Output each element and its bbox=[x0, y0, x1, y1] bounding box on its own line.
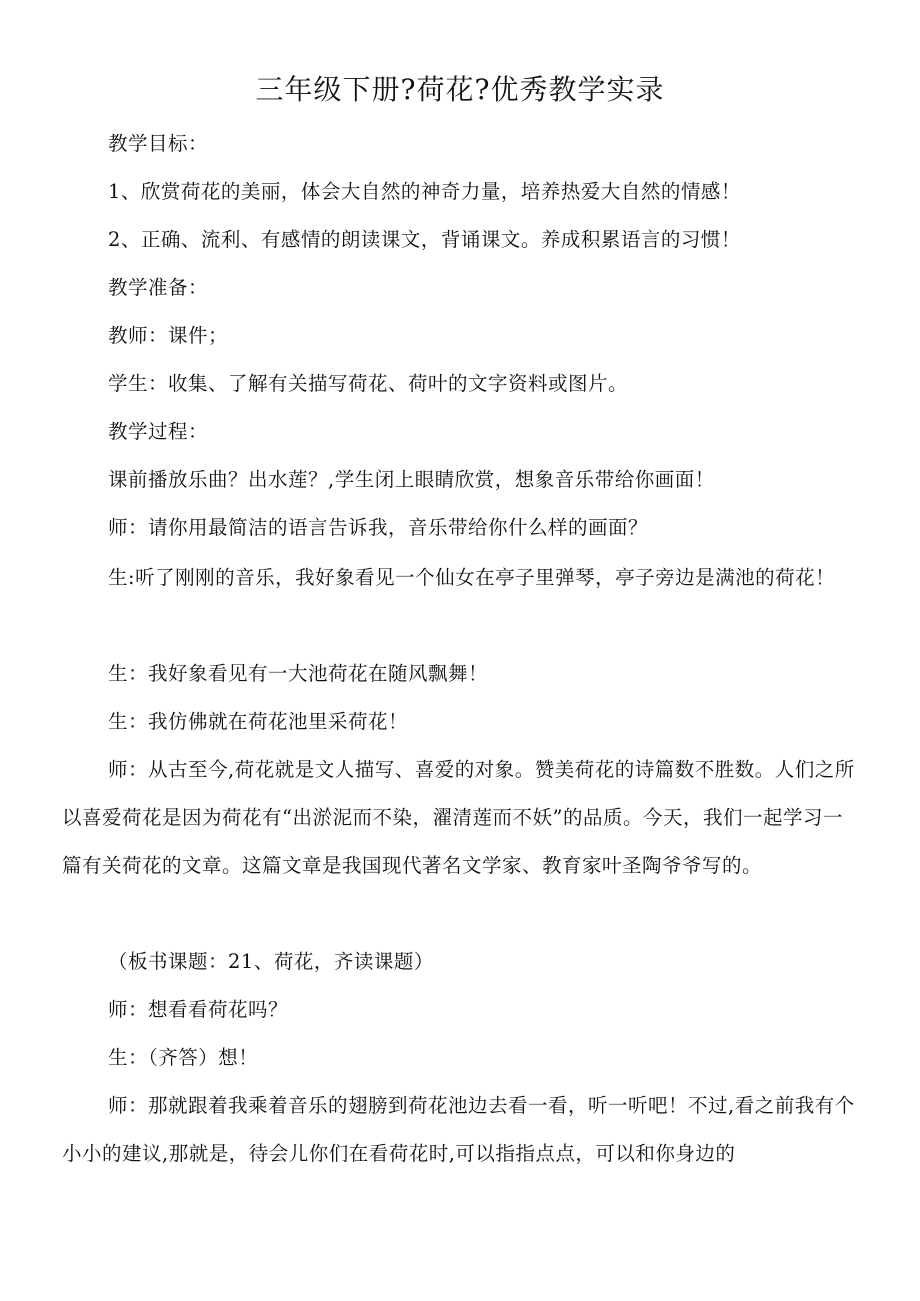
paragraph-goal-2: 2、正确、流利、有感情的朗读课文，背诵课文。养成积累语言的习惯！ bbox=[108, 228, 741, 251]
paragraph-teacher-lotus-intro: 师：从古至今,荷花就是文人描写、喜爱的对象。赞美荷花的诗篇数不胜数。人们之所以喜爱荷花是因为荷花有“出淤泥而不染，濯清莲而不妖”的品质。今天，我们一起学习一篇有关荷花的文章。这篇文章是我国现代著名文学家、教育家叶圣陶爷爷写的。 bbox=[62, 758, 855, 877]
paragraph-music-intro: 课前播放乐曲？出水莲？,学生闭上眼睛欣赏，想象音乐带给你画面！ bbox=[108, 468, 715, 491]
paragraph-teacher-prep: 教师：课件； bbox=[108, 324, 229, 347]
paragraph-student-answer-1: 生:听了刚刚的音乐，我好象看见一个仙女在亭子里弹琴，亭子旁边是满池的荷花！ bbox=[108, 566, 836, 589]
paragraph-process-heading: 教学过程： bbox=[108, 420, 209, 443]
paragraph-teacher-suggestion: 师：那就跟着我乘着音乐的翅膀到荷花池边去看一看，听一听吧！不过,看之前我有个小小的建议,那就是，待会儿你们在看荷花时,可以指指点点，可以和你身边的 bbox=[62, 1094, 855, 1165]
paragraph-student-answer-2: 生：我好象看见有一大池荷花在随风飘舞！ bbox=[108, 662, 489, 685]
paragraph-teaching-goals-heading: 教学目标： bbox=[108, 132, 209, 155]
paragraph-student-answer-3: 生：我仿佛就在荷花池里采荷花！ bbox=[108, 710, 409, 733]
paragraph-goal-1: 1、欣赏荷花的美丽，体会大自然的神奇力量，培养热爱大自然的情感！ bbox=[108, 180, 741, 203]
paragraph-student-prep: 学生：收集、了解有关描写荷花、荷叶的文字资料或图片。 bbox=[108, 372, 629, 395]
paragraph-board-title: （板书课题：21、荷花，齐读课题） bbox=[108, 950, 434, 973]
paragraph-teacher-question: 师：请你用最简洁的语言告诉我，音乐带给你什么样的画面？ bbox=[108, 516, 649, 539]
paragraph-teacher-ask: 师：想看看荷花吗？ bbox=[108, 998, 289, 1021]
document-title: 三年级下册?荷花?优秀教学实录 bbox=[255, 73, 665, 106]
paragraph-students-reply: 生：（齐答）想！ bbox=[108, 1046, 259, 1069]
paragraph-preparation-heading: 教学准备： bbox=[108, 276, 209, 299]
